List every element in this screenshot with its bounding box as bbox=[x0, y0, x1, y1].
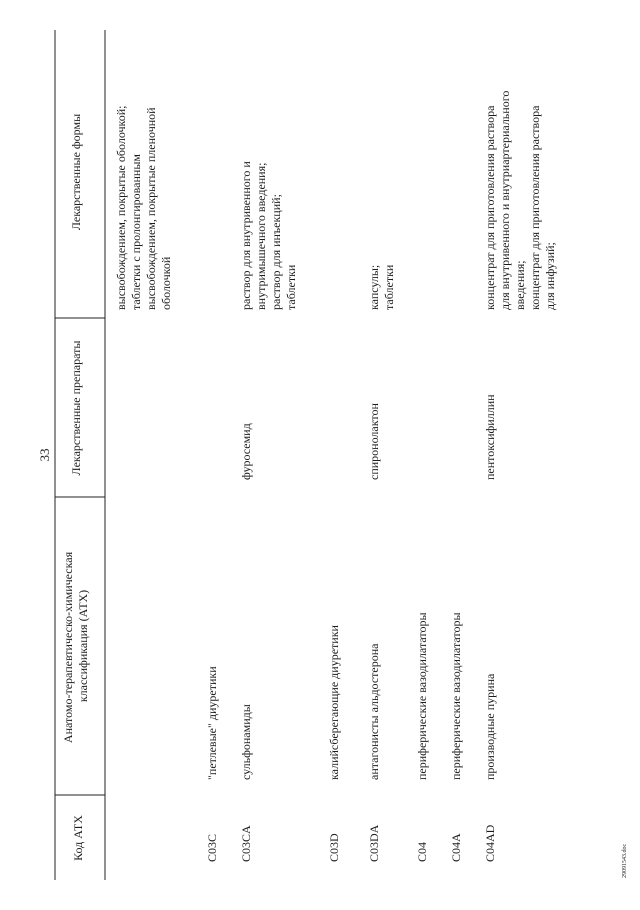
file-footer: 29091543.doc bbox=[622, 843, 628, 878]
header-forms: Лекарственные формы bbox=[69, 113, 83, 231]
classification-cell-line: антагонисты альдостерона bbox=[367, 643, 381, 780]
drug-cell bbox=[239, 423, 253, 480]
classification-cell bbox=[483, 673, 497, 780]
drug-cell bbox=[367, 402, 381, 480]
forms-cell-line: введения; bbox=[513, 260, 527, 310]
atc-code-cell: C04 bbox=[415, 841, 429, 862]
atc-code-cell: C03C bbox=[205, 833, 219, 862]
classification-cell-line: периферические вазодилататоры bbox=[449, 612, 463, 780]
classification-cell bbox=[449, 612, 463, 780]
forms-cell-line: таблетки bbox=[284, 264, 298, 310]
forms-continuation-line: высвобождением, покрытые оболочкой; bbox=[114, 105, 128, 310]
forms-cell-line: концентрат для приготовления раствора bbox=[528, 105, 542, 310]
forms-cell-line: раствор для инъекций; bbox=[269, 194, 283, 310]
classification-cell-line: периферические вазодилататоры bbox=[415, 612, 429, 780]
drug-cell bbox=[483, 394, 497, 480]
forms-cell-line: концентрат для приготовления раствора bbox=[483, 105, 497, 310]
header-classification-line-1: Анатомо-терапевтическо-химическая bbox=[61, 551, 75, 744]
header-classification-line-2: классификация (АТХ) bbox=[76, 589, 90, 703]
forms-continuation-line: таблетки с пролонгированным bbox=[129, 153, 143, 310]
forms-continuation bbox=[114, 105, 173, 310]
forms-cell-line: для внутривенного и внутриартериального bbox=[498, 90, 512, 310]
forms-cell-line: капсулы; bbox=[367, 264, 381, 310]
classification-cell bbox=[415, 612, 429, 780]
header-drugs: Лекарственные препараты bbox=[69, 340, 83, 476]
atc-code-cell: C03CA bbox=[239, 825, 253, 862]
forms-cell bbox=[239, 161, 298, 310]
drug-cell-line: пентоксифиллин bbox=[483, 394, 497, 480]
drug-cell-line: спиронолактон bbox=[367, 403, 381, 480]
drug-cell-line: фуросемид bbox=[239, 423, 253, 480]
classification-cell-line: сульфонамиды bbox=[239, 704, 253, 780]
table-body bbox=[114, 91, 557, 862]
forms-cell bbox=[483, 91, 557, 310]
header-code: Код АТХ bbox=[71, 815, 85, 861]
classification-cell bbox=[239, 704, 253, 780]
classification-cell-line: "петлевые" диуретики bbox=[205, 666, 219, 780]
atc-code-cell: C04A bbox=[449, 833, 463, 862]
classification-cell bbox=[205, 666, 219, 780]
atc-code-cell: C03DA bbox=[367, 824, 381, 862]
forms-cell-line: таблетки bbox=[382, 264, 396, 310]
atc-code-cell: C03D bbox=[327, 833, 341, 862]
classification-cell bbox=[367, 643, 381, 780]
classification-cell-line: калийсберегающие диуретики bbox=[327, 625, 341, 780]
page-number: 33 bbox=[37, 448, 52, 462]
header-classification bbox=[61, 549, 90, 743]
classification-cell bbox=[327, 624, 341, 780]
classification-cell-line: производные пурина bbox=[483, 673, 497, 780]
forms-cell-line: раствор для внутривенного и bbox=[239, 161, 253, 310]
forms-continuation-line: высвобождением, покрытые пленочной bbox=[144, 107, 158, 310]
forms-cell-line: внутримышечного введения; bbox=[254, 162, 268, 310]
atc-code-cell: C04AD bbox=[483, 824, 497, 862]
forms-cell bbox=[367, 264, 396, 310]
forms-cell-line: для инфузий; bbox=[543, 242, 557, 310]
forms-continuation-line: оболочкой bbox=[159, 256, 173, 310]
